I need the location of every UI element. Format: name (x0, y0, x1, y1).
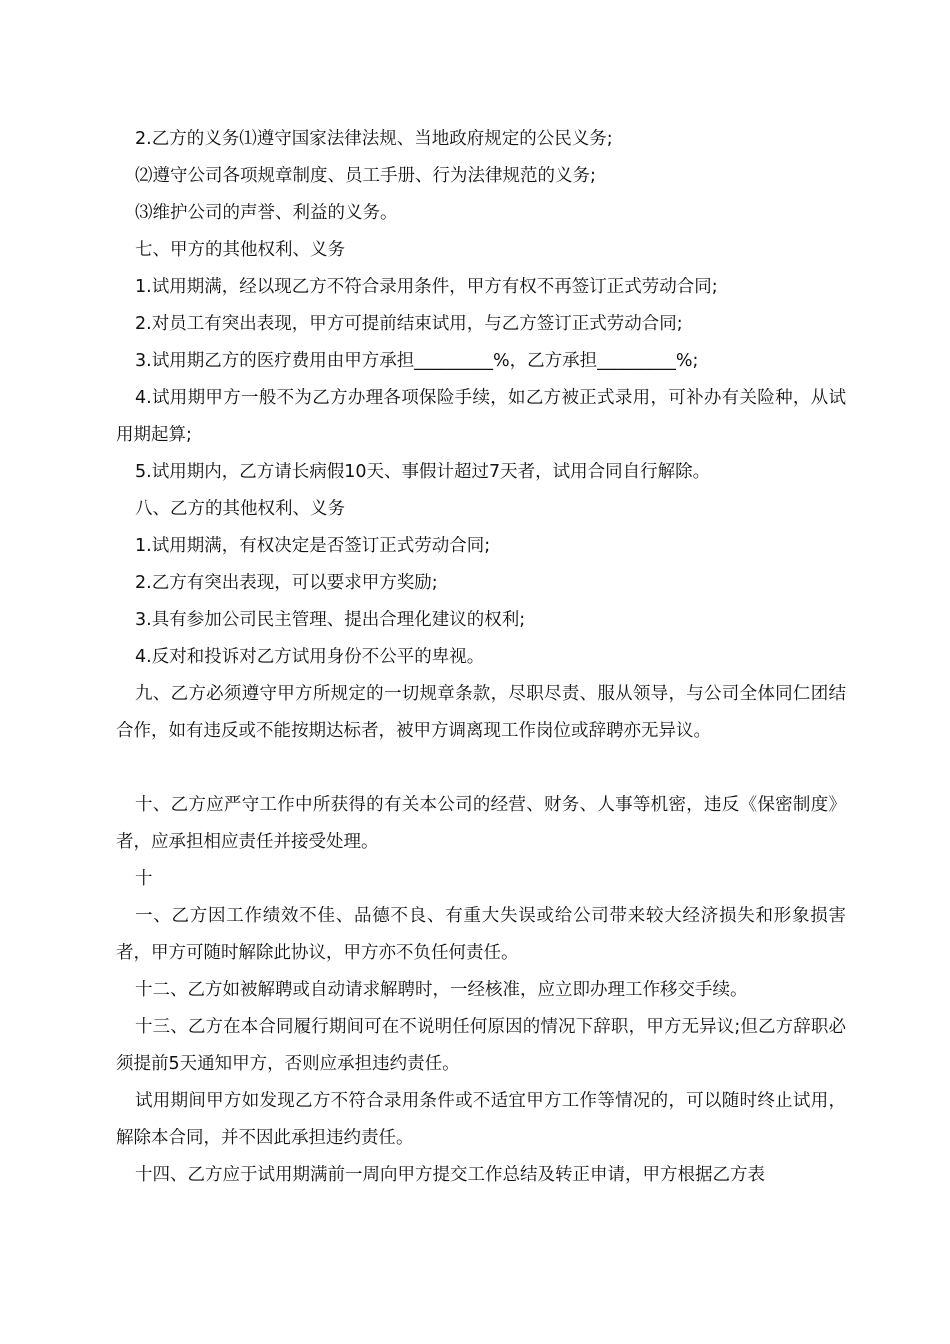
paragraph-7-5: 5.试用期内，乙方请长病假10天、事假计超过7天者，试用合同自行解除。 (135, 462, 711, 482)
paragraph-8-1: 1.试用期满，有权决定是否签订正式劳动合同; (135, 536, 491, 556)
paragraph-obligations-b-2: ⑵遵守公司各项规章制度、员工手册、行为法律规范的义务; (135, 166, 596, 186)
paragraph-obligations-b-3: ⑶维护公司的声誉、利益的义务。 (135, 203, 398, 223)
paragraph-7-1: 1.试用期满，经以现乙方不符合录用条件，甲方有权不再签订正式劳动合同; (135, 277, 718, 297)
paragraph-section-11: 一、乙方因工作绩效不佳、品德不良、有重大失误或给公司带来较大经济损失和形象损害者，甲方可随时解除此协议，甲方亦不负任何责任。 (116, 906, 846, 963)
paragraph-section-13: 十三、乙方在本合同履行期间可在不说明任何原因的情况下辞职，甲方无异议;但乙方辞职必须提前5天通知甲方，否则应承担违约责任。 (116, 1017, 846, 1074)
heading-section-8: 八、乙方的其他权利、义务 (135, 499, 345, 519)
blank-line (116, 750, 846, 787)
paragraph-8-3: 3.具有参加公司民主管理、提出合理化建议的权利; (135, 610, 526, 630)
paragraph-7-2: 2.对员工有突出表现，甲方可提前结束试用，与乙方签订正式劳动合同; (135, 314, 683, 334)
paragraph-section-10: 十、乙方应严守工作中所获得的有关本公司的经营、财务、人事等机密，违反《保密制度》者，应承担相应责任并接受处理。 (116, 795, 846, 852)
paragraph-7-3: 3.试用期乙方的医疗费用由甲方承担_________%，乙方承担_________%; (135, 351, 699, 371)
paragraph-section-14: 十四、乙方应于试用期满前一周向甲方提交工作总结及转正申请，甲方根据乙方表 (135, 1165, 765, 1185)
paragraph-8-2: 2.乙方有突出表现，可以要求甲方奖励; (135, 573, 438, 593)
paragraph-obligations-b: 2.乙方的义务⑴遵守国家法律法规、当地政府规定的公民义务; (135, 129, 613, 149)
heading-section-7: 七、甲方的其他权利、义务 (135, 240, 345, 260)
paragraph-probation-termination: 试用期间甲方如发现乙方不符合录用条件或不适宜甲方工作等情况的，可以随时终止试用，解除本合同，并不因此承担违约责任。 (116, 1091, 846, 1148)
paragraph-section-12: 十二、乙方如被解聘或自动请求解聘时，一经核准，应立即办理工作移交手续。 (135, 980, 748, 1000)
paragraph-section-9: 九、乙方必须遵守甲方所规定的一切规章条款，尽职尽责、服从领导，与公司全体同仁团结合作，如有违反或不能按期达标者，被甲方调离现工作岗位或辞聘亦无异议。 (116, 684, 846, 741)
document-body (116, 121, 846, 1194)
paragraph-7-4: 4.试用期甲方一般不为乙方办理各项保险手续，如乙方被正式录用，可补办有关险种，从试用期起算; (116, 388, 846, 445)
paragraph-section-11-prefix: 十 (135, 869, 153, 889)
paragraph-8-4: 4.反对和投诉对乙方试用身份不公平的卑视。 (135, 647, 485, 667)
